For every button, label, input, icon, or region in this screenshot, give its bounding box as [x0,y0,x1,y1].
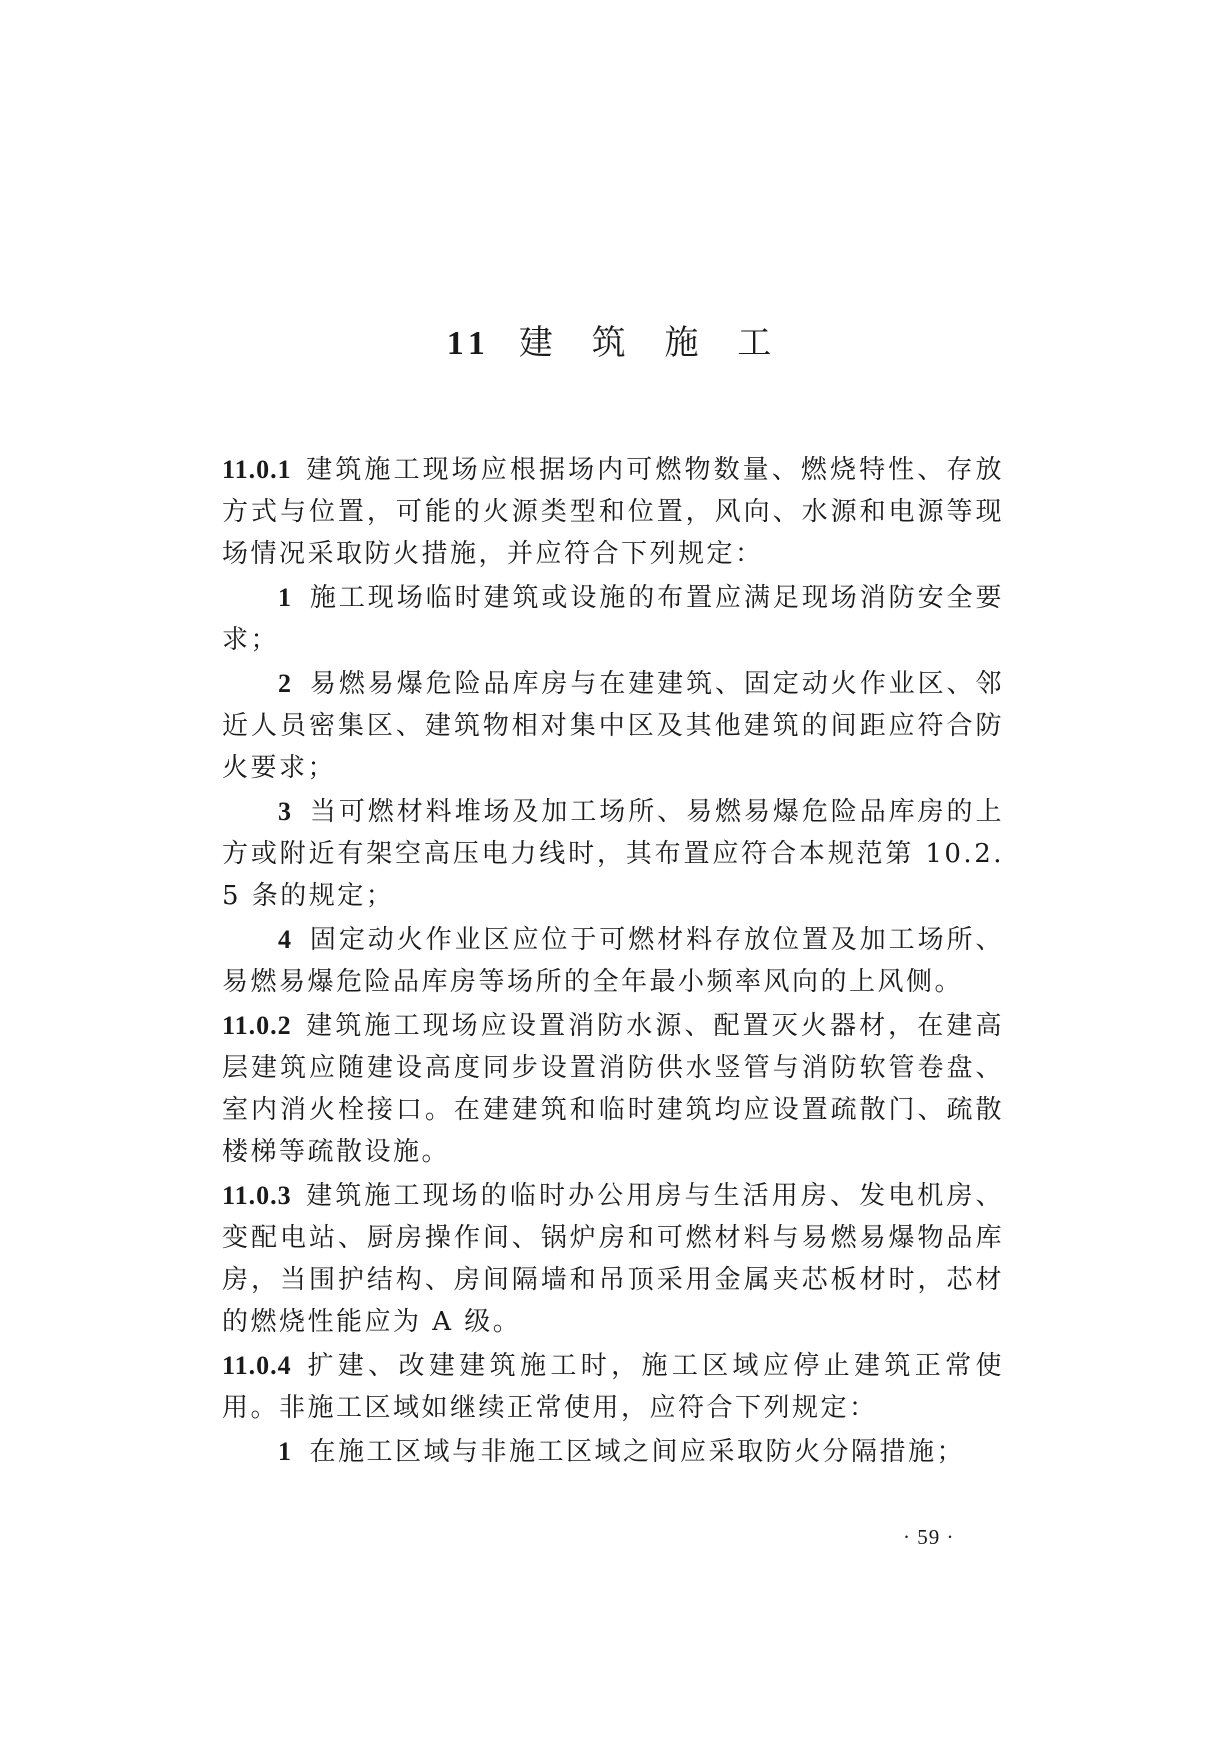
chapter-name: 建 筑 施 工 [518,323,786,363]
item-number: 3 [278,797,294,826]
clause-number: 11.0.3 [222,1181,292,1210]
item-text: 当可燃材料堆场及加工场所、易燃易爆危险品库房的上方或附近有架空高压电力线时，其布置应符合本规范第 10.2.5 条的规定； [222,797,1004,911]
list-item [222,1431,1004,1473]
list-item [222,919,1004,1003]
item-text: 固定动火作业区应位于可燃材料存放位置及加工场所、易燃易爆危险品库房等场所的全年最小频率风向的上风侧。 [222,925,1004,997]
document-body [222,449,1004,1473]
item-number: 2 [278,669,294,698]
clause-text: 扩建、改建建筑施工时，施工区域应停止建筑正常使用。非施工区域如继续正常使用，应符合下列规定： [222,1351,1004,1423]
list-item [222,791,1004,917]
item-number: 4 [278,925,294,954]
clause-11-0-1 [222,449,1004,575]
clause-number: 11.0.1 [222,455,292,484]
clause-11-0-4 [222,1345,1004,1429]
clause-text: 建筑施工现场应设置消防水源、配置灭火器材，在建高层建筑应随建设高度同步设置消防供水竖管与消防软管卷盘、室内消火栓接口。在建建筑和临时建筑均应设置疏散门、疏散楼梯等疏散设施。 [222,1011,1004,1167]
clause-11-0-2 [222,1005,1004,1173]
item-number: 1 [278,1437,294,1466]
item-text: 施工现场临时建筑或设施的布置应满足现场消防安全要求； [222,583,1004,655]
list-item [222,663,1004,789]
list-item [222,577,1004,661]
item-text: 在施工区域与非施工区域之间应采取防火分隔措施； [309,1437,966,1467]
chapter-title [0,318,1232,369]
clause-11-0-3 [222,1175,1004,1343]
item-number: 1 [278,583,294,612]
item-text: 易燃易爆危险品库房与在建建筑、固定动火作业区、邻近人员密集区、建筑物相对集中区及其他建筑的间距应符合防火要求； [222,669,1004,783]
page-number: · 59 · [903,1525,955,1549]
clause-number: 11.0.4 [222,1351,292,1380]
clause-text: 建筑施工现场的临时办公用房与生活用房、发电机房、变配电站、厨房操作间、锅炉房和可燃材料与易燃易爆物品库房，当围护结构、房间隔墙和吊顶采用金属夹芯板材时，芯材的燃烧性能应为 A 级。 [222,1181,1004,1337]
clause-text: 建筑施工现场应根据场内可燃物数量、燃烧特性、存放方式与位置，可能的火源类型和位置，风向、水源和电源等现场情况采取防火措施，并应符合下列规定： [222,455,1004,569]
chapter-number: 11 [446,325,491,362]
clause-number: 11.0.2 [222,1011,292,1040]
